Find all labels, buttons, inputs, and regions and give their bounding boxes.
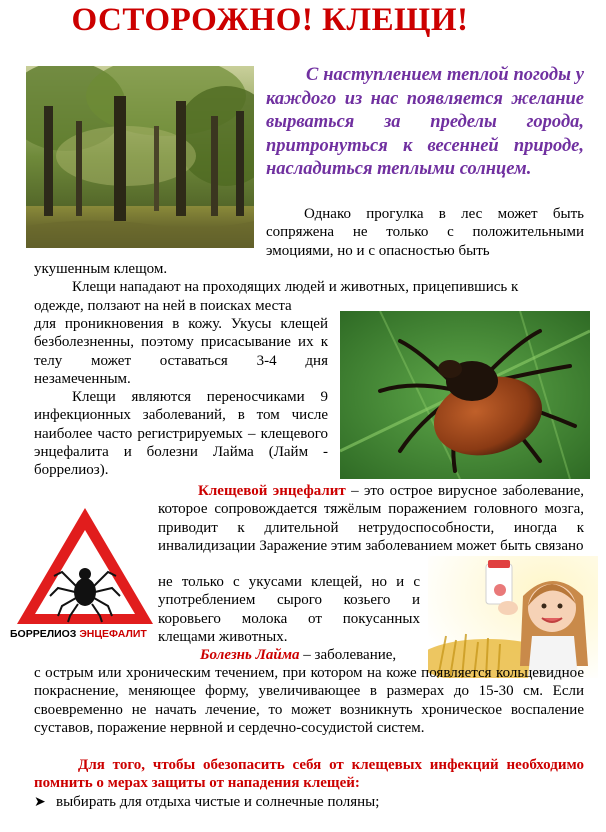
girl-milk-photo [428,556,598,678]
forest-photo [26,66,254,248]
sign-label-borreliosis: БОРРЕЛИОЗ [10,628,77,640]
paragraph-ticks-attack-cont: одежде, ползают на ней в поисках места [34,298,292,314]
paragraph-lyme [160,646,422,664]
lyme-text: – заболевание, [299,647,397,663]
intro-paragraph [266,64,584,182]
paragraph-bites: для проникновения в кожу. Укусы клещей безболезненны, поэтому присасывание их к телу может оставаться 3-4 дня незамеченным. [34,316,328,387]
intro-text: С наступлением теплой погоды у каждого из нас появляется желание вырваться за пределы города, притронуться к весенней природе, насладиться теплыми солнцем. [266,65,584,179]
page-title: ОСТОРОЖНО! КЛЕЩИ! [71,2,469,38]
term-encephalitis: Клещевой энцефалит [198,483,346,499]
warning-sign [10,500,160,660]
paragraph-ticks-attack: Клещи нападают на проходящих людей и животных, прицепившись к [72,279,519,295]
tick-photo [340,311,590,479]
paragraph-infections: Клещи являются переносчиками 9 инфекционных заболеваний, в том числе наиболее часто регистрируемых – клещевого энцефалита и болезни Лайма (Лайм - боррелиоз). [34,389,328,479]
sign-label-encephalitis: ЭНЦЕФАЛИТ [79,628,147,640]
arrow-bullet-icon: ➤ [34,795,46,810]
paragraph-protection: Для того, чтобы обезопасить себя от клещевых инфекций необходимо помнить о мерах защиты от нападения клещей: [34,757,584,792]
paragraph-lyme-cont: с острым или хроническим течением, при котором на коже появляется кольцевидное покраснение, меняющее форму, увеличивающее в размерах до 15-30 см. Если своевременно не начать лечение, то может возникнуть хроническое воспаление суставов, поражение нервной и сердечно-сосудистой систем. [34,665,584,736]
paragraph-walk: Однако прогулка в лес может быть сопряжена не только с положительными эмоциями, но и с опасностью быть [266,206,584,259]
encephalitis-text: – это острое вирусное заболевание, которое сопровождается тяжёлым поражением головного мозга, приводит к длительной нетрудоспособности, иногда к инвалидизации Заражение этим заболеванием может быть связано [158,483,584,554]
paragraph-encephalitis [158,482,584,555]
list-item [34,793,584,812]
paragraph-walk-end: укушенным клещом. [34,261,168,277]
protection-list [34,793,584,812]
term-lyme: Болезнь Лайма [200,647,300,663]
list-item-text: выбирать для отдыха чистые и солнечные поляны; [56,794,380,810]
paragraph-encephalitis-cont: не только с укусами клещей, но и с употреблением сырого козьего и коровьего молока от покусанных клещами животных. [158,574,420,645]
